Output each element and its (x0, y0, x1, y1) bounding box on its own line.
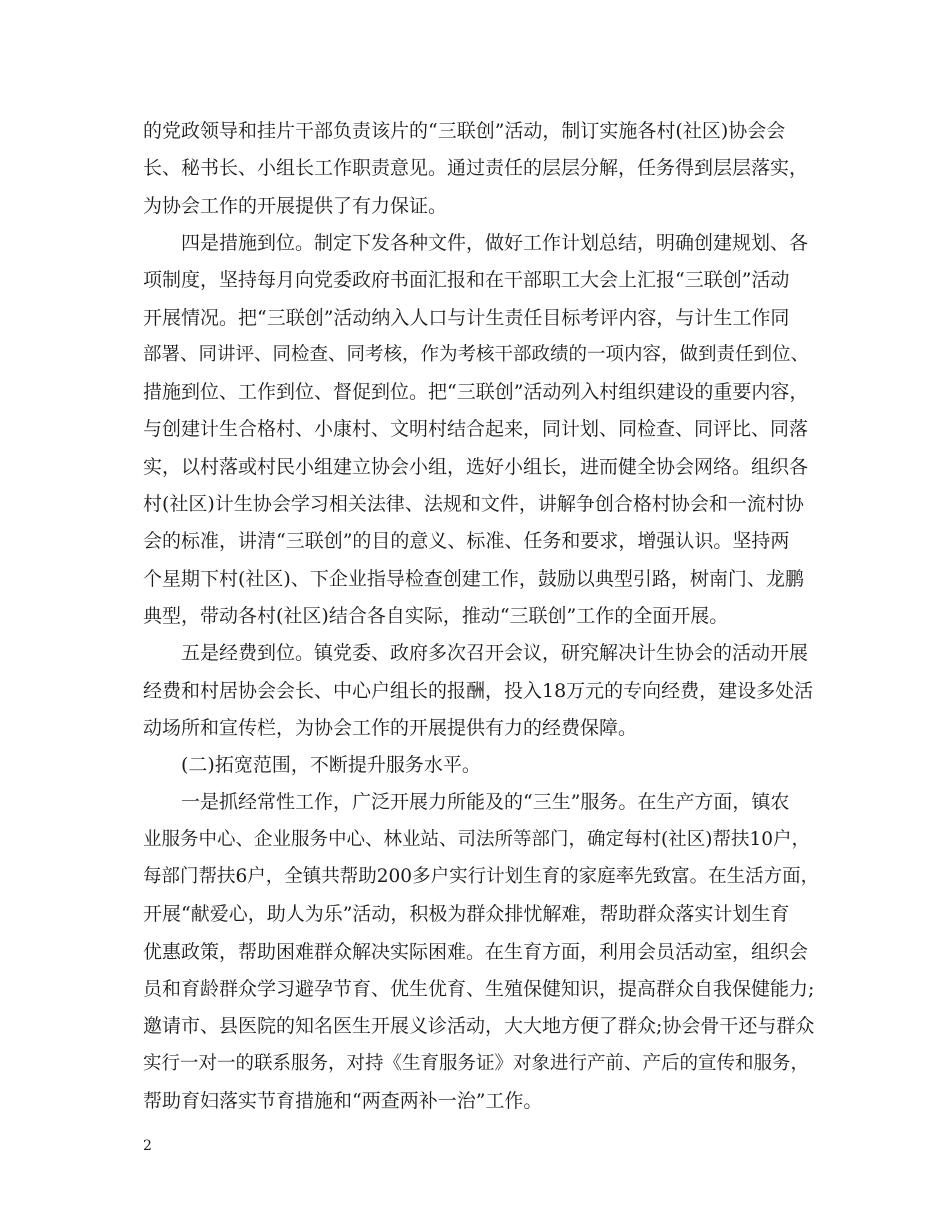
text-line: 开展情况。把“三联创”活动纳入人口与计生责任目标考评内容，与计生工作同 (143, 306, 790, 329)
text-line: 经费和村居协会会长、中心户组长的报酬，投入18万元的专向经费，建设多处活 (143, 679, 814, 702)
text-line: 长、秘书长、小组长工作职责意见。通过责任的层层分解，任务得到层层落实， (143, 157, 809, 180)
text-line: 业服务中心、企业服务中心、林业站、司法所等部门，确定每村(社区)帮扶10户， (143, 828, 810, 850)
text-line: 与创建计生合格村、小康村、文明村结合起来，同计划、同检查、同评比、同落 (143, 418, 809, 441)
text-line: 邀请市、县医院的知名医生开展义诊活动，大大地方便了群众;协会骨干还与群众 (143, 1015, 815, 1038)
text-line: 五是经费到位。镇党委、政府多次召开会议，研究解决计生协会的活动开展 (181, 642, 809, 665)
page-number: 2 (143, 1138, 152, 1154)
text-line: 开展“献爱心，助人为乐”活动，积极为群众排忧解难，帮助群众落实计划生育 (143, 903, 790, 926)
text-line: 优惠政策，帮助困难群众解决实际困难。在生育方面，利用会员活动室，组织会 (143, 940, 809, 963)
text-line: 的党政领导和挂片干部负责该片的“三联创”活动，制订实施各村(社区)协会会 (143, 120, 786, 142)
text-line: 员和育龄群众学习避孕节育、优生优育、生殖保健知识，提高群众自我保健能力; (143, 977, 815, 1000)
text-line: 每部门帮扶6户，全镇共帮助200多户实行计划生育的家庭率先致富。在生活方面， (143, 866, 820, 887)
text-line: 部署、同讲评、同检查、同考核，作为考核干部政绩的一项内容，做到责任到位、 (143, 343, 810, 365)
text-line: 四是措施到位。制定下发各种文件，做好工作计划总结，明确创建规划、各 (181, 231, 809, 254)
text-line: 典型，带动各村(社区)结合各自实际，推动“三联创”工作的全面开展。 (143, 604, 729, 627)
text-line: 实行一对一的联系服务，对持《生育服务证》对象进行产前、产后的宣传和服务， (143, 1052, 810, 1074)
text-line: 一是抓经常性工作，广泛开展力所能及的“三生”服务。在生产方面，镇农 (181, 791, 790, 814)
text-line: 动场所和宣传栏，为协会工作的开展提供有力的经费保障。 (143, 716, 638, 739)
text-line: 村(社区)计生协会学习相关法律、法规和文件，讲解争创合格村协会和一流村协 (143, 493, 804, 515)
text-line: 措施到位、工作到位、督促到位。把“三联创”活动列入村组织建设的重要内容， (143, 381, 809, 404)
text-line: 项制度，坚持每月向党委政府书面汇报和在干部职工大会上汇报“三联创”活动 (143, 269, 790, 292)
text-line: 为协会工作的开展提供了有力保证。 (143, 194, 448, 217)
text-line: 会的标准，讲清“三联创”的目的意义、标准、任务和要求，增强认识。坚持两 (143, 530, 790, 553)
text-line: 帮助育妇落实节育措施和“两查两补一治”工作。 (143, 1089, 543, 1112)
text-line: 个星期下村(社区)、下企业指导检查创建工作，鼓励以典型引路，树南门、龙鹏 (143, 567, 804, 590)
text-line: 实，以村落或村民小组建立协会小组，选好小组长，进而健全协会网络。组织各 (143, 455, 809, 478)
text-line: (二)拓宽范围，不断提升服务水平。 (181, 754, 481, 777)
